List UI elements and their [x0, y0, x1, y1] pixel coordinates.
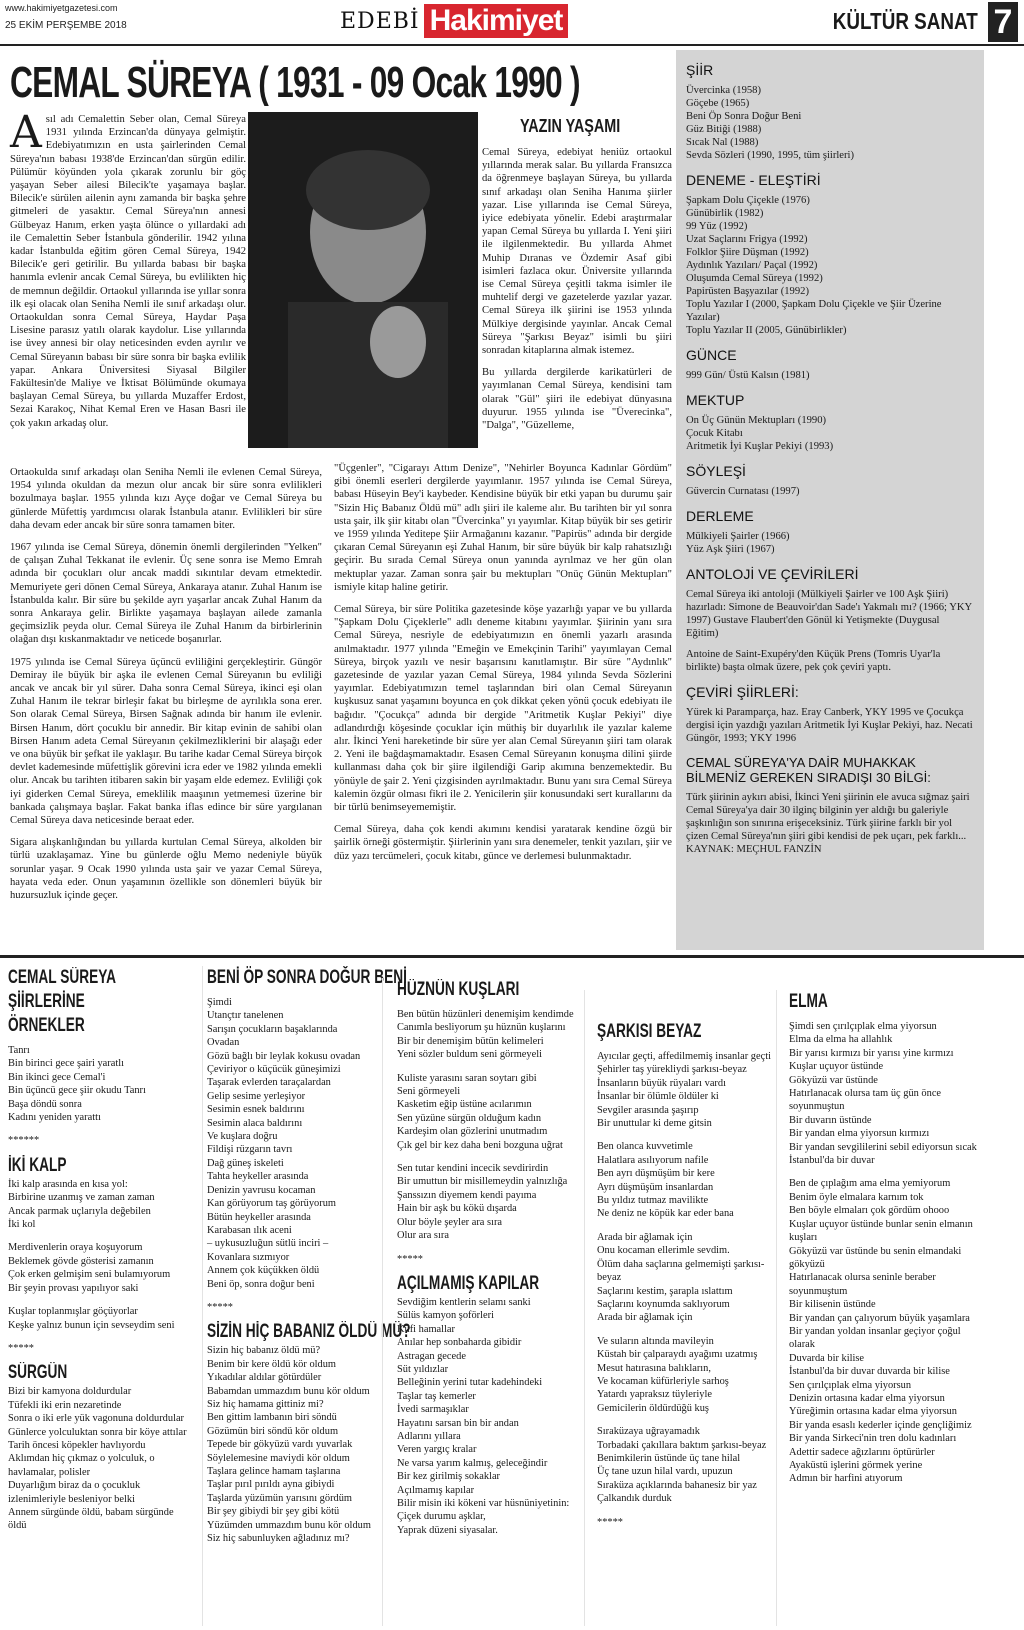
- poem-column-5: [776, 990, 986, 1626]
- sidebar-list-item: On Üç Günün Mektupları (1990): [686, 415, 827, 426]
- poems-rule: [0, 955, 1024, 958]
- sidebar-list-item: Güz Bitiği (1988): [686, 124, 762, 135]
- sidebar-section-list: [686, 485, 974, 498]
- poem-separator: ******: [8, 1135, 40, 1147]
- section-title: KÜLTÜR SANAT: [833, 8, 978, 34]
- poem-surgun-title: SÜRGÜN: [8, 1362, 68, 1384]
- poem-separator: *****: [207, 1301, 233, 1313]
- translation-text: Yürek ki Paramparça, haz. Eray Canberk, YKY 1995 ve Çocukça dergisi için yazdığı yazıları Aritmetik İyi Kuşlar Pekiyi, haz. Necati Güngör, 1993; YKY 1996: [686, 707, 973, 744]
- career-section-title: YAZIN YAŞAMI: [520, 116, 621, 136]
- career-paragraph-4: Cemal Süreya, bir süre Politika gazetesinde köşe yazarlığı yapar ve bu yıllarda "Şapkam Dolu Çiçeklerle" adlı deneme kitabını yayımlar. Şiirinin yanı sıra Cemal Süreya, nesriyle de edebiyatımızın en önemli yazarlı arasında anılmaktadır. 1977 yılında "Emeğin ve Emekçinin Tarihi" yayımlayan Cemal Süreya, birçok yazılı ve nesir başarısını kanıtlamıştır. Bir süre "Aydınlık" gazetesinde de yazılar yazan Cemal Süreya, 1984 yılında Sevda Sözlerini yayımlar. Edebiyatımızın temel taşlarından biri olan Cemal Süreyanın kuşkusuz sanat yaşamını boyunca en çok dikkat çeken yönü çocuk edebiyatı ile bağıdır. "Çocukça" adında bir dergide "Aritmetik Kuşlar Pekiyi" diye adlandırdığı köşesinde çocuklar için müthiş bir duyarlılık ile yazılar kaleme alır. İkinci Yeni hareketinde bir süre yer alan Cemal Süreyanın şiiri tam olarak 2. Yeni ile bağdaşmamaktadır. Esasen Cemal Süreyanın konuşma dilini şiirde kullanması daha çok bir şiire ilgilendiği Garip akımına benzemektedir. Bu yönüyle de şair 2. Yeni çizgisinden ayrılmaktadır. Bunu yanı sıra Cemal Süreya kalemin özgür olması fikri ile 2. Yenicilerin şiir konusundaki sert kurallarını da bir türlü benimseyememiştir.: [334, 604, 672, 814]
- bio-paragraph-2: 1967 yılında ise Cemal Süreya, dönemin önemli dergilerinden "Yelken" de çalışan Zuhal Tekkanat ile evlenir. Üç sene sonra ise Memo Emrah adında bir çocukları olur ancak maddi sıkıntılar devam etmektedir. Memuriyete geri dönen Cemal Süreya, Ankaraya atanır. Zuhal Hanım ise İstanbulda kalır. Bir süre bu şekilde ayrı yaşarlar ancak Zuhal Hanım da sonra Ankaraya gelir. Birlikte yaşamaya başlayan ailede zamanla geçimsizlik peyda olur. Cemal Süreya ile Zuhal Hanım da birbirlerinin olağan dışı kıskanmaktadır ve neticede boşanırlar.: [10, 542, 322, 646]
- sidebar-section-title: ŞİİR: [686, 62, 714, 78]
- author-portrait: [248, 112, 478, 448]
- poem-sarkisi-beyaz-title: ŞARKISI BEYAZ: [597, 1021, 702, 1042]
- anthology-title: ANTOLOJİ VE ÇEVİRİLERİ: [686, 566, 859, 582]
- poem-stanza: Ben olanca kuvvetimle Halatlara asılıyorum nafile Ben ayrı düşmüşüm bir kere Ayrı düşmüşüm insanlardan Bu yıldız tutmaz mavilikte Ne deniz ne köpük kar eder bana: [597, 1141, 734, 1220]
- sidebar-list-item: Günübirlik (1982): [686, 208, 764, 219]
- sidebar-section-list: [686, 369, 974, 382]
- poem-babaniz-title: SİZİN HİÇ BABANIZ ÖLDÜ MÜ?: [207, 1321, 411, 1343]
- poem-stanza: Sen tutar kendini incecik sevdirirdin Bir umuttun bir misillemeydin yalnızlığa Şanssızın diyemem kendi payıma Hain bir aşk bu kökü dışarda Olur böyle şeyler ara sıra Olur ara sıra: [397, 1163, 568, 1242]
- poem-stanza: Sıraküzaya uğrayamadık Torbadaki çakıllara baktım şarkısı-beyaz Benimkilerin üstünde üç tane hilal Üç tane uzun hilal vardı, upuzun Sıraküza açıklarında bahanesiz bir yaz Çalkandık durduk: [597, 1426, 767, 1505]
- bio-paragraph-4: Sigara alışkanlığından bu yıllarda kurtulan Cemal Süreya, alkolden bir türlü uzaklaşamaz. Yine bu günlerde oğlu Memo nedeniyle büyük sorunlar yaşar. 9 Ocak 1990 yılında usta şair ve yazar Cemal Süreya, hayata veda eder. Onun yaşamının özellikle son dönemleri büyük bir huzursuzluk içinde geçer.: [10, 837, 322, 902]
- header-rule: [0, 44, 1024, 46]
- sidebar-section-list: [686, 414, 974, 453]
- poem-separator: *****: [597, 1516, 623, 1528]
- page-headline: CEMAL SÜREYA ( 1931 - 09 Ocak 1990 ): [10, 58, 580, 107]
- sidebar-list-item: Aydınlık Yazıları/ Paçal (1992): [686, 260, 818, 271]
- poem-stanza: Arada bir ağlamak için Onu kocaman ellerimle sevdim. Ölüm daha saçlarına gelmemişti şarkısı-beyaz Saçlarını kestim, şarapla ıslattım Saçlarını koynumda saklıyorum Arada bir ağlamak için: [597, 1231, 765, 1324]
- sidebar-list-item: Toplu Yazılar I (2000, Şapkam Dolu Çiçekle ve Şiir Üzerine Yazılar): [686, 299, 942, 323]
- sidebar-list-item: Papirüsten Başyazılar (1992): [686, 286, 809, 297]
- poem-stanza: Ve suların altında mavileyin Küstah bir çalparaydı ayağımı uzatmış Mesut hatırasına balıkların, Ve kocaman küfürleriyle sarhoş Yatardı yapraksız tüyleriyle Gemicilerin öldürdüğü kuş: [597, 1335, 758, 1414]
- source-credit: KAYNAK: MEÇHUL FANZİN: [686, 844, 822, 855]
- career-column: [482, 146, 672, 458]
- sidebar-list-item: Güvercin Curnatası (1997): [686, 486, 800, 497]
- sidebar-list-item: Sevda Sözleri (1990, 1995, tüm şiirleri): [686, 150, 854, 161]
- sidebar-section-title: SÖYLEŞİ: [686, 463, 746, 479]
- poem-stanza: Şimdi Utançtır tanelenen Sarışın çocukların başaklarında Ovadan Gözü bağlı bir leylak kokusu ovadan Çeviriyor o küçücük güneşimizi Taşarak evlerden taraçalardan Gelip sesime yerleşiyor Sesimin esnek baldırını Sesimin alaca baldırını Ve kuşlara doğru Fildişi rüzgarın tavrı Dağ güneş iskeleti Tahta heykeller arasında Denizin yavrusu kocaman Kan görüyorum taş görüyorum Bütün heykeller arasında Karabasan ılık aceni – uykusuzluğun sütlü inciri – Kovanlara sızmıyor Annem çok küçükken öldü Beni öp, sonra doğur beni: [207, 997, 361, 1290]
- poem-huzun-title: HÜZNÜN KUŞLARI: [397, 979, 520, 1000]
- poem-kapilar-title: AÇILMAMIŞ KAPILAR: [397, 1272, 540, 1294]
- sidebar-section-list: [686, 530, 974, 556]
- sidebar-section-list: [686, 194, 974, 337]
- sidebar-list-item: 99 Yüz (1992): [686, 221, 748, 232]
- sidebar-section-title: MEKTUP: [686, 392, 745, 408]
- sidebar-list-item: Göçebe (1965): [686, 98, 750, 109]
- bio-paragraph-3: 1975 yılında ise Cemal Süreya üçüncü evliliğini gerçekleştirir. Güngör Demiray ile büyük bir aşka ile evlenen Cemal Süreyanın bu evliliği ancak ve ancak bir yıl sürer. Daha sonra Cemal Süreya, ikinci eşi olan Zuhal Hanım ile tekrar birleşir fakat bu birleşme de ayrılıkla sona erer. Son olarak Cemal Süreya, Birsen Sağnak adında bir hanım ile evlenir. Birsen Hanım, dört çocuklu bir annedir. Bir kitap evinin de sahibi olan Birsen Hanım adeta Cemal Süreyanın çekilmezliklerini bir alaşağı eder ve ona büyük bir şefkat ile yaklaşır. Bu tarihe kadar Cemal Süreya birçok devlet kademesinde müfettişlik görevini icra eder ve 1982 yılında emekli olur. Ancak bu tarihten itibaren sakin bir yaşam elde edemez. Evliliği çok iyi giderken Cemal Süreya, emeklilik maaşının yetmemesi üzerine bir bankada çalışmaya başlar. Fakat banka iflas edince bir süre yargılanan Cemal Süreya dava neticesinde beraat eder.: [10, 656, 322, 827]
- poem-stanza: Sizin hiç babanız öldü mü? Benim bir kere öldü kör oldum Yıkadılar aldılar götürdüler Babamdan ummazdım bunu kör oldum Siz hiç hamama gittiniz mi? Ben gittim lambanın biri söndü Gözümün biri söndü kör oldum Tepede bir gökyüzü vardı yuvarlak Söylelemesine maviydi kör oldum Taşlara gelince hamam taşlarına Taşlar pırıl pırıldı ayna gibiydi Taşlarda yüzümün yarısını gördüm Bir şey gibiydi bir şey gibi kötü Yüzümden ummazdım bunu kör oldum Siz hiç sabunluyken ağladınız mı?: [207, 1345, 371, 1545]
- poem-stanza: İki kalp arasında en kısa yol: Birbirine uzanmış ve zaman zaman Ancak parmak uçlarıyla değebilen İki kol: [8, 1178, 155, 1231]
- site-url[interactable]: www.hakimiyetgazetesi.com: [5, 3, 118, 13]
- sidebar-section-title: DERLEME: [686, 508, 754, 524]
- poem-beni-op-title: BENİ ÖP SONRA DOĞUR BENİ: [207, 967, 407, 988]
- career-paragraph-2: Bu yıllarda dergilerde karikatürleri de yayımlanan Cemal Süreya, kendisini tam olarak "Gül" şiiri ile edebiyat dünyasına duyurur. 1955 yılında ise "Üverecinka", "Dalga", "Güzelleme,: [482, 367, 672, 432]
- sidebar-list-item: Şapkam Dolu Çiçekle (1976): [686, 195, 810, 206]
- sidebar-list-item: Yüz Aşk Şiiri (1967): [686, 544, 775, 555]
- sidebar-list-item: Aritmetik İyi Kuşlar Pekiyi (1993): [686, 441, 834, 452]
- poem-stanza: Tanrı Bin birinci gece şairi yaratlı Bin ikinci gece Cemal'i Bin üçüncü gece şiir okudu Tanrı Başa döndü sonra Kadını yeniden yarattı: [8, 1045, 146, 1124]
- portrait-illustration: [248, 112, 478, 448]
- sidebar-list-item: Beni Öp Sonra Doğur Beni: [686, 111, 802, 122]
- poem-samples-title: CEMAL SÜREYA ŞİİRLERİNE ÖRNEKLER: [8, 967, 116, 1036]
- sidebar-list-item: Folklor Şiire Düşman (1992): [686, 247, 809, 258]
- bibliography-sidebar: [676, 50, 984, 950]
- poem-column-1: [8, 966, 200, 1626]
- career-continued: [334, 462, 672, 950]
- masthead-logo: [340, 4, 568, 38]
- poem-separator: *****: [8, 1342, 34, 1354]
- facts-text: Türk şiirinin aykırı abisi, İkinci Yeni şiirinin ele avuca sığmaz şairi Cemal Süreya'ya dair 30 ilginç bilginin yer aldığı bu galeriyle şaşkınlığın son sınırına erişeceksiniz. Türk şiirine farklı bir yol çizen Cemal Süreya'nın şiiri gibi kendisi de pek uçarı, pek farklı...: [686, 792, 970, 842]
- poem-separator: *****: [397, 1253, 423, 1265]
- translation-title: ÇEVİRİ ŞİİRLERİ:: [686, 684, 799, 700]
- poem-stanza: Merdivenlerin oraya koşuyorum Beklemek gövde gösterisi zamanın Çok erken gelmişim seni bulamıyorum Bir şeyin provası yapılıyor saki: [8, 1242, 171, 1294]
- sidebar-list-item: 999 Gün/ Üstü Kalsın (1981): [686, 370, 810, 381]
- career-paragraph-5: Cemal Süreya, daha çok kendi akımını kendisi yaratarak kendine özgü bir şairlik örneği göstermiştir. Şiirlerinin yanı sıra denemeler, tenkit yazıları, şiir ve düz yazı tercümeleri, çocuk kitabı, günce ve derlemesi bulunmaktadır.: [334, 824, 672, 862]
- issue-date: 25 EKİM PERŞEMBE 2018: [5, 20, 127, 31]
- sidebar-section-title: DENEME - ELEŞTİRİ: [686, 172, 821, 188]
- sidebar-list-item: Üvercinka (1958): [686, 85, 762, 96]
- facts-title: CEMAL SÜREYA'YA DAİR MUHAKKAK BİLMENİZ GEREKEN SIRADIŞI 30 BİLGİ:: [686, 755, 931, 785]
- career-paragraph-1: Cemal Süreya, edebiyat heniüz ortaokul yıllarında merak salar. Bu yıllarda Fransızca da öğrenmeye başlayan Süreya, bu yıllarda sınıf arkadaşı olan Seniha Hanıma şiirler yazar. Lise yıllarında ise Cemal Süreya, iyice edebiyata yönelir. Edebi araştırmalar yapan Cemal Süreya bu yıllarda I. Yeni şiiri ile ilgilenmektedir. Bu yıllarda Ahmet Muhip Dıranas ve Özdemir Asaf gibi isimleri fazlaca okur. Üniversite yıllarında ise Cemal Süreya çeşitli takma isimler ile muhtelif dergi ve gazetelerde yazılar yazar. Cemal Süreya ilk şiirini ise 1953 yılında Mülkiye dergisinde yayınlar. Ancak Cemal Süreya "Şarkısı Beyaz" isimli bu şiiri sonradan kitaplarına almak istemez.: [482, 147, 672, 357]
- intro-text: sıl adı Cemalettin Seber olan, Cemal Süreya 1931 yılında Erzincan'da dünyaya gelmiştir. Edebiyatımızın en usta şairlerinden Cemal Süreya'nın babası 1938'de Erzincan'dan sürgün edilir. Pülümür köyünden yola çıkarak zorunlu bir göç yaşayan Seber ailesi Bilecik'te yaşamaya başlar. Bilecik'e sürülen ailenin aynı zamanda bir başka şehre gitmeleri de yasaktır. Cemal Süreya'nın annesi Gülbeyaz Hanım, erken yaşta ölünce o yıllardaki adı ile Cemalettin Seber İstanbula gönderilir. 1942 yılına kadar İstanbulda eğitim gören Cemal Süreya, 1942 Bilecik'e geri getirilir. Bu yıllarda babası bir başka hanımla evlenir ancak Cemal Süreya, bu evlilikten hiç de memnun değildir. Ortaokul yıllarında ise yıllar sonra ilk eşi olacak olan Seniha Nemli ile sınıf arkadaşı olur. Ortaokuldan sonra Cemal Süreya, Haydar Paşa Lisesine parasız yatılı olarak kaydolur. Lise yıllarında ise üvey annesi bir olay neticesinden evden ayrılır ve Cemal Süreyanın babası bir süre sonra bir başka evlilik yapar. Ankara Üniversitesi Siyasal Bilgiler Fakültesin'de Maliye ve İktisat Bölümünde okumaya başlayan Cemal Süreya, bu yıllarda Muzaffer Erdost, Sezai Karakoç, Nihat Kemal Eren ve Hasan Basri ile çok yakın arkadaş olur.: [10, 114, 246, 429]
- bio-paragraph-1: Ortaokulda sınıf arkadaşı olan Seniha Nemli ile evlenen Cemal Süreya, 1954 yılında okuldan da mezun olur ancak bir süre sonra evlilikleri bozulmaya başlar. 1955 yılında kızı Ayçe doğar ve Cemal Süreya bu günlerde Müfettiş yardımcısı olarak İstanbula atanır. Evlilikleri bir süre daha devam eder ancak bir süre sonra tamamen biter.: [10, 467, 322, 531]
- sidebar-section-title: GÜNCE: [686, 347, 737, 363]
- career-paragraph-3: "Üçgenler", "Cigarayı Attım Denize", "Nehirler Boyunca Kadınlar Gördüm" gibi önemli eserleri dergilerde yayımlanır. 1957 yılında ise Cemal Süreya, babası Hüseyin Bey'i kaybeder. Kendisine büyük bir etki yapan bu durumu şair "Sizin Hiç Babanız Öldü mü" adlı şiiri ile kaleme alır. Bu tarihten bir yıl sonra usta şair, ilk şiir kitabı olan "Üvercinka" yı yayımlar. Kitap büyük bir ses getirir ve 1959 yılında Yeditepe Şiir Armağanını kazanır. "Papirüs" adında bir dergide çıkaran Cemal Süreyanın eşi Zuhal Hanım, bir süre büyük bir kalp rahatsızlığı geçirir. Bu sırada Cemal Süreya onun yanında ayrılmaz ve her gün olan mektuplar yazar. Zaman sonra şair bu mektupları "Onüç Günün Mektupları" ismiyle kitap haline getirir.: [334, 463, 672, 593]
- sidebar-list-item: Mülkiyeli Şairler (1966): [686, 531, 790, 542]
- sidebar-section-list: [686, 84, 974, 162]
- poem-column-3: [382, 978, 584, 1626]
- page-number: 7: [988, 2, 1018, 42]
- poem-column-4: [584, 990, 774, 1626]
- poem-stanza: Bizi bir kamyona doldurdular Tüfekli iki erin nezaretinde Sonra o iki erle yük vagonuna doldurdular Günlerce yolculuktan sonra bir köye attılar Tarih öncesi köpekler havlıyordu Aklımdan hiç çıkmaz o yolculuk, o havlamalar, polisler Duyarlığım biraz da o çocukluk izlenimleriyle besleniyor belki Annem sürgünde öldü, babam sürgünde öldü: [8, 1386, 187, 1532]
- biography-column: [10, 107, 246, 461]
- poem-stanza: Şimdi sen çırılçıplak elma yiyorsun Elma da elma ha allahlık Bir yarısı kırmızı bir yarısı yine kırmızı Kuşlar uçuyor üstünde Gökyüzü var üstünde Hatırlanacak olursa tam üç gün önce soyunmuştun Bir duvarın üstünde Bir yandan elma yiyorsun kırmızı Bir yandan sevgililerini sebil ediyorsun sıcak İstanbul'da bir duvar: [789, 1021, 977, 1167]
- edebi-label: EDEBİ: [340, 8, 420, 34]
- drop-cap: A: [10, 107, 42, 158]
- poem-stanza: Ayıcılar geçti, affedilmemiş insanlar geçti Şehirler taş yürekliydi şarkısı-beyaz İnsanların büyük rüyaları vardı İnsanlar bir ölümle öldüler ki Sevgiler arasında şaşırıp Bir unuttular ki deme gitsin: [597, 1051, 771, 1130]
- sidebar-list-item: Toplu Yazılar II (2005, Günübirlikler): [686, 325, 847, 336]
- poem-stanza: Kuliste yarasını saran soytarı gibi Seni görmeyeli Kasketim eğip üstüne acılarımın Sen yüzüne sürgün olduğum kadın Kardeşim olan gözlerini unutmadım Çık gel bir kez daha beni bozguna uğrat: [397, 1072, 563, 1151]
- poem-stanza: Kuşlar toplanmışlar göçüyorlar Keşke yalnız bunun için sevseydim seni: [8, 1306, 175, 1331]
- biography-continued: [10, 466, 322, 950]
- poem-column-2: [202, 966, 411, 1626]
- poem-stanza: Ben bütün hüzünleri denemişim kendimde Canımla besliyorum şu hüznün kuşlarını Bir bir denemişim bütün kelimeleri Yeni sözler buldum seni görmeyeli: [397, 1009, 574, 1061]
- poem-elma-title: ELMA: [789, 991, 828, 1012]
- sidebar-list-item: Sıcak Nal (1988): [686, 137, 759, 148]
- poem-iki-kalp-title: İKİ KALP: [8, 1154, 67, 1176]
- anthology-text: Cemal Süreya iki antoloji (Mülkiyeli Şairler ve 100 Aşk Şiiri) hazırladı: Simone de Beauvoir'dan Sade'ı Yakmalı mı? (1966; YKY 1997) Gustave Flaubert'den Gönül ki Yetişmekte (Duygusal Eğitim): [686, 589, 972, 639]
- poem-stanza: Sevdiğim kentlerin selamı sanki Sülüs kamyon şoförleri Küfi hamallar Anılar hep sonbaharda gibidir Astragan gecede Süt yıldızlar Belleğinin yerini tutar kadehindeki Taşlar taş kemerler İvedi sarmaşıklar Hayatını sarsan bin bir andan Adlarını yıllara Veren yargıç kralar Ne varsa yarım kalmış, geleceğindir Bir kez girilmiş sokaklar Açılmamış kapılar Bilir misin iki kökeni var hüsnüniyetinin: Çiçek durumu aşklar, Yaprak düzeni siyasalar.: [397, 1296, 570, 1536]
- anthology-text-2: Antoine de Saint-Exupéry'den Küçük Prens (Tomris Uyar'la birlikte) başta olmak üzere, pek çok çeviri yaptı.: [686, 649, 941, 673]
- brand-name: Hakimiyet: [424, 4, 569, 38]
- sidebar-list-item: Çocuk Kitabı: [686, 428, 743, 439]
- sidebar-list-item: Oluşumda Cemal Süreya (1992): [686, 273, 823, 284]
- sidebar-list-item: Uzat Saçlarını Frigya (1992): [686, 234, 808, 245]
- poem-stanza: Ben de çıplağım ama elma yemiyorum Benim öyle elmalara karnım tok Ben böyle elmaları çok gördüm ohooo Kuşlar uçuyor üstünde bunlar senin elmanın kuşları Gökyüzü var üstünde bu senin elmandaki gökyüzü Hatırlanacak olursa seninle beraber soyunmuştum Bir kilisenin üstünde Bir yandan çan çalıyorum büyük yaşamlara Bir yandan yoldan insanlar geçiyor çoğul olarak Duvarda bir kilise İstanbul'da bir duvar duvarda bir kilise Sen çırılçıplak elma yiyorsun Denizin ortasına kadar elma yiyorsun Yüreğimin ortasına kadar elma yiyorsun Bir yanda esaslı kederler içinde gençliğimiz Bir yanda Sirkeci'nin tren dolu kadınları Adettir sadece ağızlarını öptürürler Ayaküstü işlerini görmek yerine Admın bir harfini atıyorum: [789, 1178, 973, 1485]
